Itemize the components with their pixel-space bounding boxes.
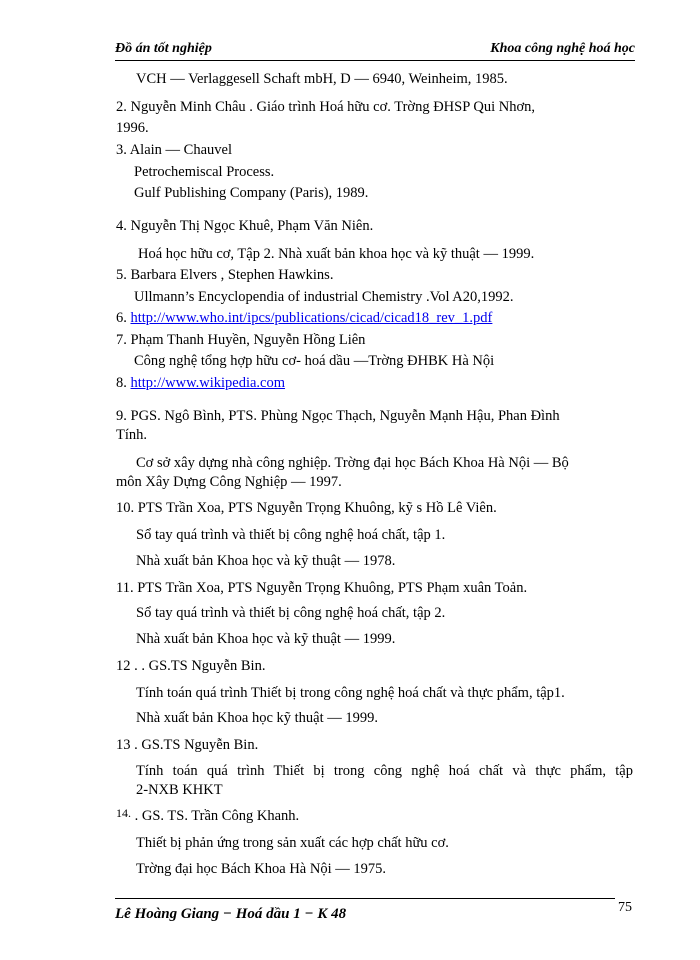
ref-11-line-1: 11. PTS Trần Xoa, PTS Nguyễn Trọng Khuông, PTS Phạm xuân Toản. [116, 580, 528, 596]
ref-9-line-2: Tính. [116, 427, 148, 443]
ref-10-line-3: Nhà xuất bản Khoa học và kỹ thuật — 1978. [136, 553, 396, 569]
header-project-title: Đồ án tốt nghiệp [115, 41, 212, 56]
ref-6-link[interactable]: http://www.who.int/ipcs/publications/cicad/cicad18_rev_1.pdf [130, 310, 493, 326]
ref-9-line-3: Cơ sở xây dựng nhà công nghiệp. Trờng đại học Bách Khoa Hà Nội — Bộ [136, 455, 569, 471]
ref-13-line-3: 2-NXB KHKT [136, 782, 223, 798]
ref-7-line-1: 7. Phạm Thanh Huyền, Nguyễn Hồng Liên [116, 332, 366, 348]
ref-14-line-1 [116, 807, 299, 825]
ref-13-line-1: 13 . GS.TS Nguyễn Bin. [116, 737, 259, 753]
page-number: 75 [618, 900, 632, 915]
ref-5-line-2: Ullmann’s Encyclopendia of industrial Chemistry .Vol A20,1992. [134, 289, 514, 305]
ref-5-line-1: 5. Barbara Elvers , Stephen Hawkins. [116, 267, 334, 283]
ref-6 [116, 309, 492, 327]
ref-13-line-2: Tính toán quá trình Thiết bị trong công nghệ hoá chất và thực phẩm, tập [136, 763, 633, 779]
footer-divider [115, 898, 615, 899]
page-header [115, 40, 635, 61]
footer-author: Lê Hoàng Giang − Hoá dầu 1 − K 48 [115, 906, 347, 922]
ref-12-line-1: 12 . . GS.TS Nguyễn Bin. [116, 658, 266, 674]
ref-8-number: 8. [116, 375, 127, 391]
ref-14-number: 14. [116, 806, 131, 820]
ref-14-line-2: Thiết bị phản ứng trong sản xuất các hợp chất hữu cơ. [136, 835, 449, 851]
ref-11-line-2: Sổ tay quá trình và thiết bị công nghệ hoá chất, tập 2. [136, 605, 446, 621]
ref-12-line-3: Nhà xuất bản Khoa học kỹ thuật — 1999. [136, 710, 379, 726]
ref-14-author: . GS. TS. Trần Công Khanh. [134, 808, 300, 824]
ref-1-continued: VCH — Verlaggesell Schaft mbH, D — 6940, Weinheim, 1985. [136, 71, 508, 87]
ref-3-line-2: Petrochemiscal Process. [134, 164, 275, 180]
ref-3-line-3: Gulf Publishing Company (Paris), 1989. [134, 185, 369, 201]
ref-7-line-2: Công nghệ tổng hợp hữu cơ- hoá dầu —Trờng ĐHBK Hà Nội [134, 353, 495, 369]
ref-4-line-1: 4. Nguyễn Thị Ngọc Khuê, Phạm Văn Niên. [116, 218, 374, 234]
ref-4-line-2: Hoá học hữu cơ, Tập 2. Nhà xuất bản khoa học và kỹ thuật — 1999. [138, 246, 535, 262]
ref-8-link[interactable]: http://www.wikipedia.com [130, 375, 286, 391]
ref-2-line-2: 1996. [116, 120, 149, 136]
ref-10-line-2: Sổ tay quá trình và thiết bị công nghệ hoá chất, tập 1. [136, 527, 446, 543]
ref-9-line-1: 9. PGS. Ngô Bình, PTS. Phùng Ngọc Thạch, Nguyễn Mạnh Hậu, Phan Đình [116, 408, 560, 424]
ref-2-line-1: 2. Nguyễn Minh Châu . Giáo trình Hoá hữu cơ. Trờng ĐHSP Qui Nhơn, [116, 99, 536, 115]
header-faculty: Khoa công nghệ hoá học [490, 41, 635, 56]
ref-14-line-3: Trờng đại học Bách Khoa Hà Nội — 1975. [136, 861, 386, 877]
ref-9-line-4: môn Xây Dựng Công Nghiệp — 1997. [116, 474, 342, 490]
ref-11-line-3: Nhà xuất bản Khoa học và kỹ thuật — 1999. [136, 631, 396, 647]
ref-12-line-2: Tính toán quá trình Thiết bị trong công nghệ hoá chất và thực phẩm, tập1. [136, 685, 565, 701]
ref-8 [116, 374, 285, 392]
ref-3-line-1: 3. Alain — Chauvel [116, 142, 232, 158]
ref-10-line-1: 10. PTS Trần Xoa, PTS Nguyễn Trọng Khuông, kỹ s Hồ Lê Viên. [116, 500, 497, 516]
ref-6-number: 6. [116, 310, 127, 326]
